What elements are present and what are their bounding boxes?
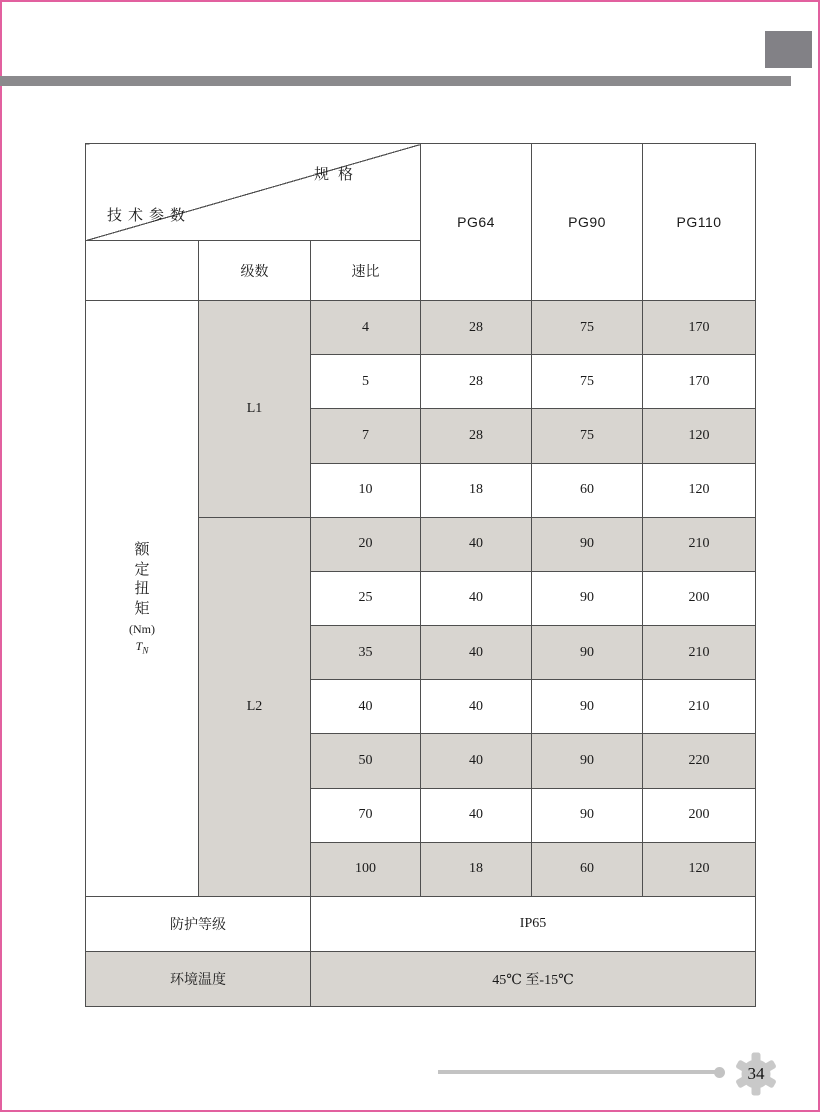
value-cell: 18	[421, 463, 532, 517]
value-cell: 75	[532, 301, 643, 355]
ratio-cell: 4	[311, 301, 421, 355]
corner-block	[765, 31, 812, 68]
value-cell: 90	[532, 788, 643, 842]
value-cell: 40	[421, 788, 532, 842]
torque-symbol: $T_N$	[135, 639, 149, 656]
ratio-cell: 10	[311, 463, 421, 517]
ratio-cell: 5	[311, 355, 421, 409]
ratio-cell: 40	[311, 680, 421, 734]
value-cell: 90	[532, 734, 643, 788]
value-cell: 210	[643, 680, 756, 734]
stages-header: 级数	[199, 241, 311, 301]
ratio-header: 速比	[311, 241, 421, 301]
value-cell: 200	[643, 571, 756, 625]
value-cell: 60	[532, 463, 643, 517]
ratio-cell: 100	[311, 842, 421, 896]
stage-cell-l2: L2	[199, 517, 311, 896]
protection-label: 防护等级	[86, 897, 311, 952]
temperature-value: 45℃ 至-15℃	[311, 952, 756, 1007]
value-cell: 200	[643, 788, 756, 842]
value-cell: 28	[421, 409, 532, 463]
temperature-label: 环境温度	[86, 952, 311, 1007]
column-header-pg64: PG64	[421, 144, 532, 301]
spec-label: 规格	[314, 167, 363, 183]
value-cell: 60	[532, 842, 643, 896]
value-cell: 18	[421, 842, 532, 896]
value-cell: 210	[643, 626, 756, 680]
value-cell: 120	[643, 409, 756, 463]
footer-dot	[714, 1067, 725, 1078]
torque-row-label	[86, 301, 199, 897]
column-header-pg90: PG90	[532, 144, 643, 301]
value-cell: 75	[532, 355, 643, 409]
value-cell: 210	[643, 517, 756, 571]
value-cell: 40	[421, 571, 532, 625]
ratio-cell: 50	[311, 734, 421, 788]
value-cell: 75	[532, 409, 643, 463]
column-header-pg110: PG110	[643, 144, 756, 301]
value-cell: 90	[532, 626, 643, 680]
value-cell: 170	[643, 355, 756, 409]
header-bar	[0, 76, 791, 86]
param-label: 技术参数	[107, 208, 192, 224]
value-cell: 40	[421, 626, 532, 680]
stage-cell-l1: L1	[199, 301, 311, 518]
ratio-cell: 7	[311, 409, 421, 463]
protection-value: IP65	[311, 897, 756, 952]
value-cell: 220	[643, 734, 756, 788]
value-cell: 40	[421, 517, 532, 571]
page-number-gear	[733, 1051, 779, 1097]
value-cell: 120	[643, 842, 756, 896]
value-cell: 120	[643, 463, 756, 517]
value-cell: 28	[421, 355, 532, 409]
page-number: 34	[747, 1064, 765, 1083]
value-cell: 90	[532, 517, 643, 571]
value-cell: 90	[532, 680, 643, 734]
diagonal-header-cell	[86, 144, 421, 241]
torque-name: 额定扭矩	[134, 542, 150, 617]
value-cell: 40	[421, 680, 532, 734]
value-cell: 28	[421, 301, 532, 355]
ratio-cell: 25	[311, 571, 421, 625]
footer-rule	[438, 1070, 719, 1074]
ratio-cell: 20	[311, 517, 421, 571]
torque-unit: (Nm)	[129, 622, 155, 637]
value-cell: 40	[421, 734, 532, 788]
ratio-cell: 35	[311, 626, 421, 680]
value-cell: 90	[532, 571, 643, 625]
spec-table	[85, 143, 756, 1007]
ratio-cell: 70	[311, 788, 421, 842]
value-cell: 170	[643, 301, 756, 355]
empty-header-cell	[86, 241, 199, 301]
